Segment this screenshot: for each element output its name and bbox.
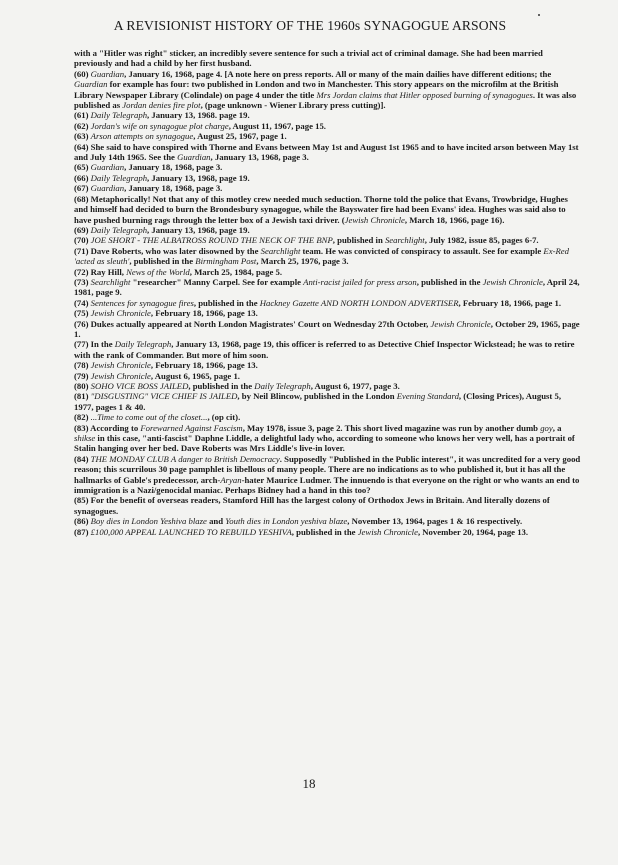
endnote-title-text: Daily Telegraph (90, 172, 148, 183)
endnote-text: (78) (74, 360, 91, 371)
endnote (74, 131, 582, 141)
endnote-text: (73) (74, 276, 91, 287)
endnote-text: , (Closing Prices), August 5, 1977, pages 1 & 40. (74, 391, 561, 412)
endnote-text: , published in the (188, 381, 255, 391)
endnote-text: (87) (74, 526, 91, 537)
endnote-title-text: Jordan's wife on synagogue plot charge (90, 120, 229, 131)
endnote-title-text: "DISGUSTING" VICE CHIEF IS JAILED (90, 391, 238, 402)
endnote-text: (82) (74, 412, 91, 423)
endnote-title-text: Guardian (177, 152, 211, 163)
endnote-title-text: Searchlight (384, 235, 425, 246)
endnote (74, 381, 582, 391)
endnote-text: , March 25, 1984, page 5. (189, 266, 283, 277)
endnote (74, 267, 582, 277)
endnote-text: , January 13, 1968, page 19, this officer is referred to as Detective Chief Inspector Wickstead; he was to retire with the rank of Commander. But more of him soon. (74, 339, 575, 360)
endnote (74, 495, 582, 516)
endnote-text: (75) (74, 308, 91, 319)
endnote (74, 235, 582, 245)
endnote-title-text: Searchlight (90, 276, 131, 287)
endnote-text: (63) (74, 131, 91, 142)
endnote-text: , February 18, 1966, page 1. (458, 297, 562, 308)
endnote-title-text: shikse (74, 433, 96, 444)
endnote (74, 183, 582, 193)
scan-speck (538, 14, 540, 16)
endnote-text: , January 13, 1968, page 19. (147, 172, 250, 183)
endnote-text: (74) (74, 297, 91, 308)
endnote-text: , February 18, 1966, page 13. (150, 308, 258, 319)
endnote (74, 371, 582, 381)
endnote (74, 225, 582, 235)
endnote-text: , August 25, 1967, page 1. (193, 131, 287, 142)
endnote (74, 308, 582, 318)
endnote-text: (70) (74, 235, 91, 246)
endnote-text: , April 24, 1981, page 9. (74, 276, 580, 298)
endnote-text: and (206, 516, 226, 527)
endnote-title-text: Jewish Chronicle (344, 214, 405, 225)
endnote-text: , published in the (193, 297, 260, 308)
endnote-text: (81) (74, 391, 91, 402)
endnote-text: (83) According to (74, 422, 141, 433)
endnote-title-text: Daily Telegraph (114, 339, 172, 350)
endnote-text: , March 25, 1976, page 3. (256, 256, 349, 267)
endnote (74, 412, 582, 422)
endnote-text: . Supposedly "Published in the Public interest", it was uncredited for a very good reason; this scurrilous 30 page pamphlet is libellous of many people. There are no indications as to who published it, but it has all the hallmarks of Gable's predecessor, arch- (74, 453, 581, 485)
endnote-text: , July 1982, issue 85, pages 6-7. (424, 235, 539, 246)
endnote-text: , by Neil Blincow, published in the London (237, 391, 397, 402)
endnote-text: (60) (74, 68, 91, 79)
endnote-text: , published in the (129, 256, 196, 267)
endnote-title-text: £100,000 APPEAL LAUNCHED TO REBUILD YESHIVA (90, 526, 292, 537)
endnote-text: , January 18, 1968, page 3. (124, 183, 223, 194)
endnote (74, 121, 582, 131)
endnote-text: , November 13, 1964, pages 1 & 16 respectively. (347, 516, 523, 527)
endnote-title-text: Mrs Jordan claims that Hitler opposed burning of synagogues (316, 89, 533, 100)
page-title: A REVISIONIST HISTORY OF THE 1960s SYNAGOGUE ARSONS (113, 18, 507, 33)
endnote-title-text: Hackney Gazette AND NORTH LONDON ADVERTISER (259, 297, 459, 308)
endnote-text: (79) (74, 370, 91, 381)
endnote (74, 423, 582, 454)
endnote-text: , February 18, 1966, page 13. (150, 360, 258, 371)
endnote-text: (65) (74, 162, 91, 173)
endnote-title-text: goy (540, 422, 553, 433)
endnote-text: (76) Dukes actually appeared at North London Magistrates' Court on Wednesday 27th October, (74, 318, 431, 329)
endnote-title-text: Sentences for synagogue fires (90, 297, 194, 308)
endnote-title-text: Arson attempts on synagogue (90, 131, 194, 142)
endnote-title-text: Jordan denies fire plot (122, 100, 201, 111)
endnote-title-text: Evening Standard (396, 391, 459, 402)
endnote-text: , a (552, 422, 562, 433)
endnote-title-text: Birmingham Post (195, 256, 257, 267)
endnote-title-text: JOE SHORT - THE ALBATROSS ROUND THE NECK OF THE BNP (90, 235, 333, 246)
endnote-title-text: Jewish Chronicle (430, 318, 491, 329)
endnote-text: (61) (74, 110, 91, 121)
endnote-title-text: Ex-Red 'acted as sleuth' (74, 245, 569, 267)
endnote (74, 391, 582, 412)
endnote-text: (68) Metaphorically! Not that any of this motley crew needed much seduction. Thorne told the police that Evans, Trowbridge, Hughes and himself had decided to burn the Brondesbury synagogue, while the Bayswater fire had been Evans' idea. Hughes was said also to have pushed burning rags through the letter box of a Jewish taxi driver. ( (74, 193, 568, 225)
endnote-text: "researcher" Manny Carpel. See for example (130, 276, 304, 287)
endnote-text: , (op cit). (207, 412, 241, 423)
endnote-title-text: Searchlight (260, 245, 301, 256)
endnote-text: -hater Maurice Ludmer. The innuendo is that everyone on the right or who wants an end to immigration is a Nazi/genocidal maniac. Perhaps Bidney had a hand in this too? (74, 474, 580, 496)
endnote (74, 246, 582, 267)
endnote-title-text: News of the World (126, 266, 190, 277)
endnote-title-text: Jewish Chronicle (90, 370, 151, 381)
endnote-text: , published in (332, 235, 385, 246)
endnote-title-text: Daily Telegraph (90, 110, 148, 121)
endnote-text: , August 11, 1967, page 15. (228, 120, 326, 131)
endnote-title-text: Jewish Chronicle (90, 360, 151, 371)
endnote-title-text: Forewarned Against Fascism (140, 422, 243, 433)
endnote (74, 173, 582, 183)
endnote-text: , March 18, 1966, page 16). (404, 214, 505, 225)
page-number: 18 (302, 776, 316, 791)
endnote (74, 339, 582, 360)
endnote-text: in this case, "anti-fascist" Daphne Liddle, a delightful lady who, according to someone who knows her very well, has a portrait of Stalin hanging over her bed. Dave Roberts was Mrs Liddle's live-in lover. (74, 433, 575, 454)
endnote (74, 360, 582, 370)
endnote-text: , May 1978, issue 3, page 2. This short lived magazine was run by another dumb (242, 422, 541, 433)
endnote-text: (64) She said to have conspired with Thorne and Evans between May 1st and August 1st 1965 and to have incited arson between May 1st and July 14th 1965. See the (74, 141, 579, 163)
endnote-title-text: Guardian (90, 183, 125, 194)
endnote-title-text: Jewish Chronicle (482, 276, 543, 287)
endnote-text: (71) Dave Roberts, who was later disowned by the (74, 245, 261, 256)
endnote (74, 454, 582, 496)
endnote (74, 527, 582, 537)
endnote-title-text: Boy dies in London Yeshiva blaze (90, 516, 207, 527)
endnote-text: (86) (74, 516, 91, 527)
endnote-text: with a "Hitler was right" sticker, an incredibly severe sentence for such a trivial act of criminal damage. She had been married previously and had a child by her first husband. (74, 48, 543, 69)
endnote (74, 69, 582, 111)
endnote-text: , January 18, 1968, page 3. (124, 162, 223, 173)
endnote-title-text: Anti-racist jailed for press arson (303, 276, 417, 287)
endnote-title-text: Guardian (90, 68, 125, 79)
endnote (74, 298, 582, 308)
endnote (74, 110, 582, 120)
endnote (74, 277, 582, 298)
endnote (74, 142, 582, 163)
endnote-text: , January 16, 1968, page 4. [A note here on press reports. All or many of the main dailies have different editions; the (124, 68, 552, 79)
endnote (74, 194, 582, 225)
endnote-text: , published in the (416, 276, 483, 287)
endnote-text: (69) (74, 224, 91, 235)
endnote (74, 162, 582, 172)
endnote-title-text: ...Time to come out of the closet... (90, 412, 208, 423)
endnote-title-text: THE MONDAY CLUB A danger to British Democracy (90, 453, 280, 464)
endnote-text: for example has four: two published in London and two in Manchester. This story appears on the microfilm at the British Library Newspaper Library (Colindale) on page 4 under the title (74, 79, 559, 100)
endnote-text: , January 13, 1968. page 19. (147, 110, 250, 121)
endnote-title-text: Daily Telegraph (90, 224, 148, 235)
endnote-text: , (page unknown - Wiener Library press cutting)]. (200, 100, 386, 111)
endnote-text: , October 29, 1965, page 1. (74, 318, 580, 339)
endnote-text: . It was also published as (74, 89, 577, 111)
endnote-title-text: Jewish Chronicle (357, 526, 418, 537)
endnotes (74, 48, 582, 537)
endnote-text: , August 6, 1977, page 3. (310, 381, 400, 391)
endnote-title-text: Guardian (74, 79, 108, 90)
endnote (74, 319, 582, 340)
endnote-text: (77) In the (74, 339, 115, 350)
endnote (74, 48, 582, 69)
endnote-text: (85) For the benefit of overseas readers, Stamford Hill has the largest colony of Orthodox Jews in Britain. And literally dozens of synagogues. (74, 495, 550, 516)
endnote-text: (72) Ray Hill, (74, 266, 127, 277)
endnote-text: , November 20, 1964, page 13. (417, 526, 529, 537)
endnote-text: , published in the (291, 526, 358, 537)
endnote-text: , January 13, 1968, page 3. (210, 152, 309, 163)
endnote-text: , August 6, 1965, page 1. (150, 370, 240, 381)
endnote-title-text: Youth dies in London yeshiva blaze (225, 516, 348, 527)
endnote (74, 516, 582, 526)
endnote-title-text: Aryan (220, 474, 242, 485)
endnote-text: , January 13, 1968, page 19. (147, 224, 250, 235)
endnote-text: team. He was convicted of conspiracy to assault. See for example (300, 245, 544, 256)
endnote-title-text: Guardian (90, 162, 125, 173)
endnote-text: (67) (74, 183, 91, 194)
endnote-text: (62) (74, 120, 91, 131)
endnote-text: (84) (74, 453, 91, 464)
endnote-title-text: Jewish Chronicle (90, 308, 151, 319)
endnote-title-text: Daily Telegraph (254, 381, 311, 391)
endnote-text: (80) (74, 381, 91, 391)
endnote-title-text: SOHO VICE BOSS JAILED (90, 381, 189, 391)
endnote-text: (66) (74, 172, 91, 183)
